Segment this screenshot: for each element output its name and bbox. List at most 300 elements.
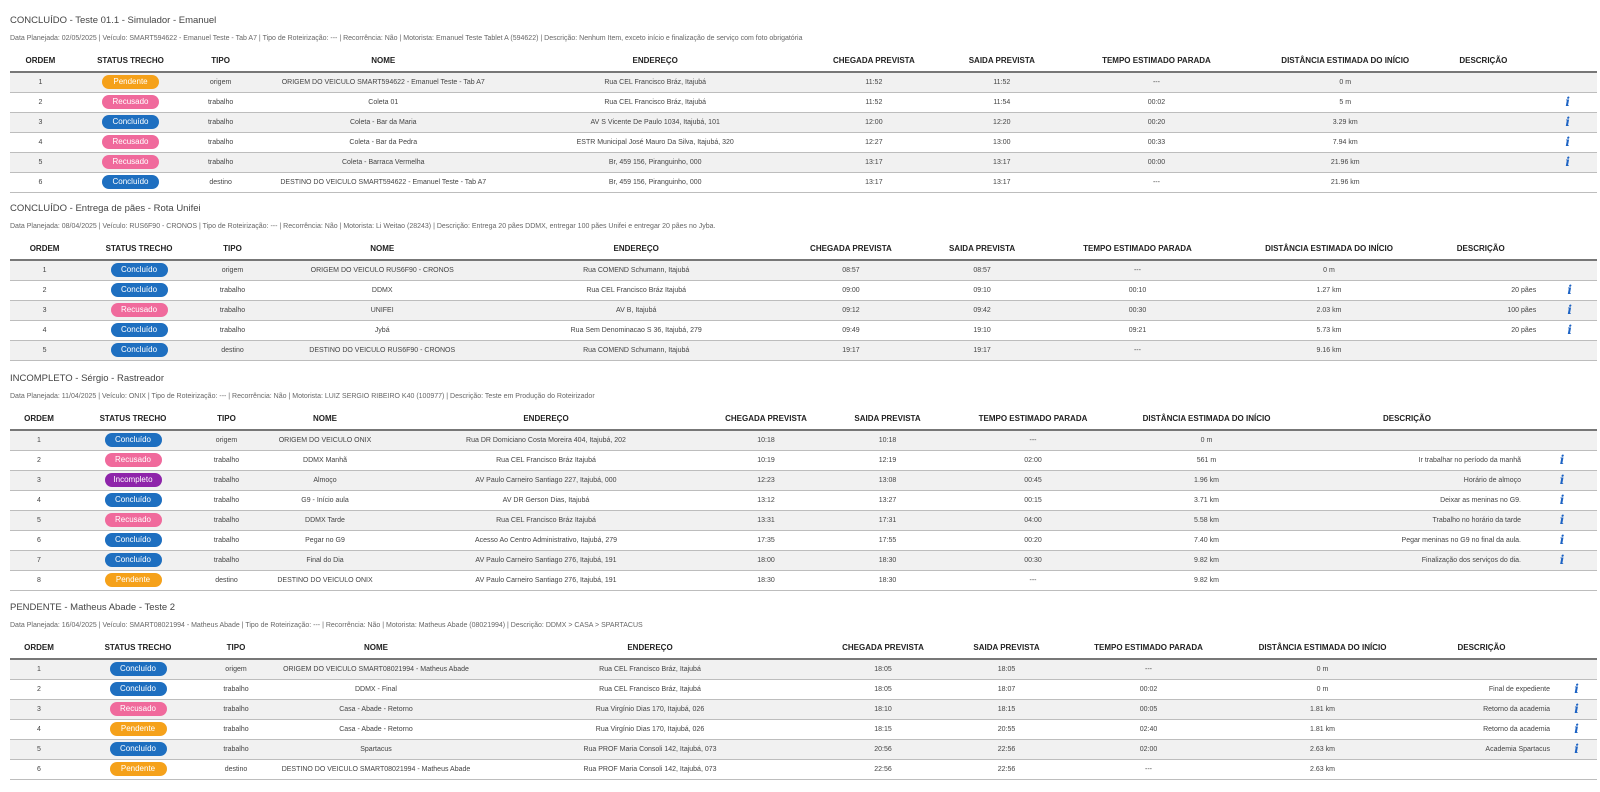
cell-status [79, 340, 199, 360]
route-section [10, 15, 1597, 193]
cell-tempo: 02:00 [1139, 745, 1158, 753]
table-row [10, 280, 1597, 300]
cell-ordem: 2 [38, 98, 43, 106]
cell-chegada: 09:49 [842, 326, 860, 334]
cell-distancia: 3.71 km [1194, 496, 1219, 504]
cell-ordem: 4 [37, 496, 41, 504]
cell-tipo: origem [215, 436, 238, 444]
cell-status [68, 470, 198, 490]
route-section [10, 203, 1597, 361]
cell-nome: ORIGEM DO VEICULO RUS6F90 - CRONOS [310, 266, 454, 274]
header-distancia: DISTÂNCIA ESTIMADA DO INÍCIO [1142, 414, 1271, 423]
cell-status [71, 112, 190, 132]
cell-descricao: 20 pães [1511, 326, 1537, 334]
cell-tempo: 00:20 [1147, 118, 1166, 126]
status-badge: Concluído [105, 433, 162, 447]
cell-info [1542, 340, 1597, 360]
cell-tempo: 02:40 [1139, 725, 1158, 733]
cell-saida: 09:10 [973, 286, 991, 294]
table-header-row [10, 637, 1597, 659]
cell-saida: 13:00 [993, 138, 1011, 146]
info-icon[interactable]: i [1559, 453, 1565, 467]
cell-nome: G9 - Início aula [301, 496, 349, 504]
cell-descricao: 20 pães [1511, 286, 1537, 294]
info-icon[interactable]: i [1574, 682, 1579, 696]
cell-status [68, 550, 198, 570]
cell-info [1538, 152, 1597, 172]
info-icon[interactable]: i [1567, 323, 1572, 337]
cell-nome: DDMX - Final [354, 685, 397, 693]
table-row [10, 570, 1597, 590]
cell-descricao [1407, 659, 1556, 679]
cell-tipo: trabalho [207, 98, 234, 106]
header-nome: NOME [370, 244, 395, 253]
route-section [10, 602, 1597, 780]
info-icon[interactable]: i [1565, 95, 1570, 109]
cell-info [1556, 659, 1597, 679]
cell-distancia: 0 m [1200, 436, 1213, 444]
cell-status [68, 530, 198, 550]
cell-chegada: 18:00 [757, 556, 775, 564]
cell-tipo: trabalho [207, 118, 234, 126]
cell-endereco: Rua COMEND Schumann, Itajubá [583, 266, 690, 274]
cell-ordem: 6 [37, 536, 41, 544]
route-title: CONCLUÍDO - Entrega de pães - Rota Unifei [10, 203, 201, 214]
cell-endereco: Rua CEL Francisco Bráz, Itajubá [604, 78, 707, 86]
cell-endereco: Rua CEL Francisco Bráz Itajubá [586, 286, 687, 294]
cell-saida: 20:55 [997, 725, 1016, 733]
cell-endereco: Rua CEL Francisco Bráz Itajubá [496, 456, 596, 464]
header-saida: SAIDA PREVISTA [968, 56, 1035, 65]
status-badge: Concluído [110, 662, 167, 676]
info-icon[interactable]: i [1565, 115, 1570, 129]
cell-tempo: 00:15 [1024, 496, 1042, 504]
cell-distancia: 0 m [1339, 78, 1352, 86]
cell-saida: 12:20 [993, 118, 1011, 126]
header-descricao: DESCRIÇÃO [1459, 56, 1508, 65]
cell-saida: 13:17 [993, 158, 1011, 166]
cell-info [1538, 92, 1597, 112]
cell-tipo: trabalho [223, 705, 249, 713]
cell-chegada: 10:19 [757, 456, 775, 464]
table-row [10, 112, 1597, 132]
info-icon[interactable]: i [1574, 742, 1579, 756]
cell-nome: DESTINO DO VEICULO SMART594622 - Emanuel Teste - Tab A7 [280, 178, 487, 186]
route-title: PENDENTE - Matheus Abade - Teste 2 [10, 602, 176, 613]
cell-saida: 17:55 [878, 536, 897, 544]
cell-saida: 18:30 [878, 576, 897, 584]
header-descricao: DESCRIÇÃO [1456, 244, 1505, 253]
cell-nome: ORIGEM DO VEICULO ONIX [278, 436, 372, 444]
header-chegada: CHEGADA PREVISTA [832, 56, 915, 65]
cell-tempo: 00:10 [1128, 286, 1147, 294]
table-row [10, 340, 1597, 360]
cell-status [71, 152, 190, 172]
cell-endereco: AV Paulo Carneiro Santiago 276, Itajubá, 191 [475, 556, 617, 564]
cell-tipo: destino [224, 765, 248, 773]
cell-saida: 13:27 [878, 496, 897, 504]
cell-saida: 22:56 [997, 765, 1016, 773]
cell-ordem: 6 [37, 765, 41, 773]
cell-descricao [1428, 132, 1538, 152]
route-table [10, 408, 1597, 591]
cell-saida: 08:57 [973, 266, 991, 274]
cell-tipo: trabalho [223, 685, 249, 693]
cell-info [1538, 112, 1597, 132]
info-icon[interactable]: i [1559, 553, 1565, 567]
cell-distancia: 9.82 km [1194, 556, 1219, 564]
cell-nome: Jybá [374, 326, 390, 334]
route-table [10, 50, 1597, 193]
cell-status [68, 430, 198, 450]
cell-ordem: 1 [37, 665, 41, 673]
cell-tipo: destino [221, 346, 244, 354]
cell-tempo: --- [1145, 665, 1152, 673]
cell-endereco: Rua CEL Francisco Bráz, Itajubá [599, 685, 701, 693]
cell-tempo: --- [1133, 346, 1141, 354]
status-badge: Recusado [102, 135, 159, 149]
header-saida: SAIDA PREVISTA [948, 244, 1016, 253]
cell-status [68, 659, 208, 679]
status-badge: Concluído [110, 682, 167, 696]
cell-chegada: 08:57 [842, 266, 860, 274]
cell-tempo: --- [1152, 78, 1160, 86]
cell-descricao [1428, 72, 1538, 92]
cell-nome: Coleta - Bar da Maria [349, 118, 417, 126]
cell-info [1538, 132, 1597, 152]
cell-info [1527, 450, 1597, 470]
table-row [10, 679, 1597, 699]
info-icon[interactable]: i [1565, 155, 1570, 169]
cell-saida: 18:05 [997, 665, 1016, 673]
cell-status [79, 260, 199, 280]
table-row [10, 470, 1597, 490]
cell-descricao [1419, 260, 1542, 280]
route-meta: Data Planejada: 08/04/2025 | Veículo: RUS6F90 - CRONOS | Tipo de Roteirização: --- | Recorrência: Não | Motorista: Li Weitao (28243) | Descrição: Entrega 20 pães DDMX, entregar 100 pães Unifei e entregar 20 pães no Jyba. [10, 223, 716, 230]
cell-descricao: 100 pães [1507, 306, 1537, 314]
cell-chegada: 13:17 [865, 178, 883, 186]
cell-nome: Pegar no G9 [305, 536, 345, 544]
cell-chegada: 11:52 [865, 98, 883, 106]
cell-tipo: trabalho [213, 456, 240, 464]
cell-status [79, 300, 199, 320]
header-endereco: ENDEREÇO [613, 244, 659, 253]
cell-status [68, 490, 198, 510]
cell-tempo: 00:00 [1147, 158, 1166, 166]
cell-endereco: Acesso Ao Centro Administrativo, Itajubá, 279 [474, 536, 618, 544]
status-badge: Recusado [105, 513, 162, 527]
info-icon[interactable]: i [1567, 303, 1572, 317]
cell-endereco: Rua PROF Maria Consoli 142, Itajubá, 073 [583, 745, 717, 753]
cell-status [71, 92, 190, 112]
cell-nome: Coleta 01 [368, 98, 399, 106]
cell-ordem: 5 [37, 745, 41, 753]
cell-descricao [1287, 430, 1527, 450]
cell-distancia: 9.16 km [1316, 346, 1342, 354]
cell-chegada: 09:12 [842, 306, 860, 314]
table-row [10, 659, 1597, 679]
cell-distancia: 5.73 km [1316, 326, 1342, 334]
cell-chegada: 18:30 [757, 576, 775, 584]
cell-descricao: Trabalho no horário da tarde [1432, 516, 1521, 524]
table-row [10, 719, 1597, 739]
info-icon[interactable]: i [1559, 493, 1565, 507]
header-tempo: TEMPO ESTIMADO PARADA [1083, 244, 1192, 253]
status-badge: Incompleto [105, 473, 162, 487]
cell-distancia: 0 m [1323, 266, 1335, 274]
cell-info [1527, 470, 1597, 490]
cell-info [1527, 510, 1597, 530]
cell-info [1542, 260, 1597, 280]
cell-descricao: Finalização dos serviços do dia. [1421, 556, 1521, 564]
status-badge: Pendente [105, 573, 162, 587]
header-tipo: TIPO [211, 56, 230, 65]
table-row [10, 699, 1597, 719]
status-badge: Concluído [111, 343, 168, 357]
status-badge: Pendente [110, 722, 167, 736]
table-row [10, 172, 1597, 192]
route-title: INCOMPLETO - Sérgio - Rastreador [10, 373, 164, 384]
route-meta: Data Planejada: 16/04/2025 | Veículo: SMART08021994 - Matheus Abade | Tipo de Roteirização: --- | Recorrência: Não | Motorista: Matheus Abade (08021994) | Descrição: DDMX > CASA > SPARTACUS [10, 622, 643, 629]
header-info [1538, 50, 1597, 72]
cell-tempo: 00:30 [1024, 556, 1042, 564]
header-endereco: ENDEREÇO [523, 414, 569, 423]
cell-ordem: 4 [42, 326, 47, 334]
cell-distancia: 2.63 km [1310, 765, 1335, 773]
info-icon[interactable]: i [1574, 702, 1579, 716]
header-tempo: TEMPO ESTIMADO PARADA [978, 414, 1088, 423]
header-distancia: DISTÂNCIA ESTIMADA DO INÍCIO [1281, 56, 1410, 65]
header-distancia: DISTÂNCIA ESTIMADA DO INÍCIO [1265, 244, 1393, 253]
cell-endereco: ESTR Municipal José Mauro Da Silva, Itajubá, 320 [576, 138, 734, 146]
table-row [10, 530, 1597, 550]
cell-nome: Almoço [313, 476, 337, 484]
cell-tempo: 00:45 [1024, 476, 1042, 484]
cell-chegada: 17:35 [757, 536, 775, 544]
table-row [10, 430, 1597, 450]
cell-info [1538, 172, 1597, 192]
cell-endereco: Rua COMEND Schumann, Itajubá [583, 346, 690, 354]
cell-saida: 13:08 [878, 476, 897, 484]
header-nome: NOME [313, 414, 337, 423]
status-badge: Pendente [102, 75, 159, 89]
cell-saida: 18:07 [997, 685, 1016, 693]
table-row [10, 450, 1597, 470]
cell-distancia: 561 m [1196, 456, 1217, 464]
cell-tipo: trabalho [219, 286, 246, 294]
table-row [10, 72, 1597, 92]
cell-distancia: 9.82 km [1194, 576, 1219, 584]
header-chegada: CHEGADA PREVISTA [842, 643, 924, 652]
status-badge: Recusado [102, 95, 159, 109]
header-ordem: ORDEM [25, 56, 56, 65]
cell-tipo: trabalho [213, 496, 240, 504]
cell-info [1527, 550, 1597, 570]
header-status: STATUS TRECHO [99, 414, 167, 423]
cell-endereco: AV DR Gerson Dias, Itajubá [502, 496, 590, 504]
cell-descricao [1428, 112, 1538, 132]
cell-status [71, 132, 190, 152]
info-icon[interactable]: i [1565, 135, 1570, 149]
table-row [10, 550, 1597, 570]
status-badge: Recusado [105, 453, 162, 467]
cell-chegada: 09:00 [842, 286, 860, 294]
cell-saida: 09:42 [973, 306, 991, 314]
table-row [10, 510, 1597, 530]
cell-chegada: 18:05 [874, 685, 892, 693]
table-row [10, 132, 1597, 152]
cell-descricao [1428, 172, 1538, 192]
cell-descricao [1428, 92, 1538, 112]
cell-ordem: 3 [42, 306, 47, 314]
cell-nome: DDMX Tarde [305, 516, 345, 524]
cell-endereco: Rua Virgínio Dias 170, Itajubá, 026 [595, 725, 705, 733]
cell-info [1542, 320, 1597, 340]
cell-chegada: 12:00 [865, 118, 883, 126]
info-icon[interactable]: i [1559, 473, 1565, 487]
cell-descricao [1419, 340, 1542, 360]
cell-info [1556, 679, 1597, 699]
route-table [10, 238, 1597, 361]
cell-endereco: AV B, Itajubá [616, 306, 657, 314]
header-nome: NOME [371, 56, 396, 65]
table-header-row [10, 50, 1597, 72]
info-icon[interactable]: i [1567, 283, 1572, 297]
cell-chegada: 18:10 [874, 705, 892, 713]
cell-distancia: 0 m [1316, 665, 1329, 673]
cell-ordem: 3 [37, 476, 41, 484]
cell-tempo: --- [1029, 436, 1037, 444]
cell-descricao [1428, 152, 1538, 172]
cell-info [1527, 430, 1597, 450]
cell-chegada: 13:31 [757, 516, 775, 524]
header-saida: SAIDA PREVISTA [854, 414, 921, 423]
cell-status [68, 570, 198, 590]
cell-endereco: Rua Sem Denominacao S 36, Itajubá, 279 [570, 326, 702, 334]
table-row [10, 152, 1597, 172]
status-badge: Concluído [111, 323, 168, 337]
cell-tempo: --- [1133, 266, 1141, 274]
cell-tipo: trabalho [207, 158, 234, 166]
header-tipo: TIPO [223, 244, 242, 253]
table-row [10, 300, 1597, 320]
cell-ordem: 2 [37, 685, 41, 693]
cell-tipo: destino [215, 576, 238, 584]
status-badge: Concluído [111, 283, 168, 297]
cell-tempo: --- [1152, 178, 1160, 186]
cell-info [1538, 72, 1597, 92]
cell-distancia: 7.94 km [1332, 138, 1358, 146]
header-ordem: ORDEM [24, 414, 54, 423]
cell-distancia: 7.40 km [1194, 536, 1219, 544]
cell-endereco: AV Paulo Carneiro Santiago 227, Itajubá, 000 [475, 476, 617, 484]
cell-saida: 12:19 [878, 456, 897, 464]
cell-nome: UNIFEI [370, 306, 394, 314]
cell-status [68, 679, 208, 699]
header-chegada: CHEGADA PREVISTA [810, 244, 892, 253]
cell-distancia: 1.81 km [1310, 725, 1335, 733]
cell-endereco: Rua CEL Francisco Bráz, Itajubá [604, 98, 707, 106]
cell-distancia: 21.96 km [1330, 158, 1360, 166]
cell-ordem: 3 [37, 705, 41, 713]
cell-tipo: trabalho [223, 745, 249, 753]
cell-info [1542, 300, 1597, 320]
cell-info [1527, 490, 1597, 510]
cell-descricao: Retorno da academia [1483, 725, 1550, 733]
header-nome: NOME [364, 643, 388, 652]
cell-tempo: 00:02 [1147, 98, 1166, 106]
status-badge: Concluído [105, 553, 162, 567]
cell-chegada: 13:12 [757, 496, 775, 504]
header-status: STATUS TRECHO [105, 244, 173, 253]
cell-endereco: AV S Vicente De Paulo 1034, Itajubá, 101 [590, 118, 720, 126]
cell-distancia: 1.96 km [1194, 476, 1219, 484]
cell-ordem: 8 [37, 576, 41, 584]
cell-endereco: AV Paulo Carneiro Santiago 276, Itajubá, 191 [475, 576, 617, 584]
cell-status [68, 510, 198, 530]
cell-descricao [1407, 759, 1556, 779]
cell-distancia: 5 m [1339, 98, 1352, 106]
header-descricao: DESCRIÇÃO [1382, 414, 1431, 423]
cell-nome: DESTINO DO VEICULO SMART08021994 - Matheus Abade [281, 765, 471, 773]
cell-info [1556, 699, 1597, 719]
cell-descricao [1287, 570, 1527, 590]
cell-tempo: --- [1029, 576, 1037, 584]
cell-status [68, 719, 208, 739]
cell-status [79, 320, 199, 340]
cell-status [71, 72, 190, 92]
cell-ordem: 6 [38, 178, 43, 186]
header-info [1527, 408, 1597, 430]
cell-chegada: 18:15 [874, 725, 892, 733]
header-status: STATUS TRECHO [97, 56, 164, 65]
cell-descricao: Academia Spartacus [1485, 745, 1550, 753]
cell-ordem: 4 [38, 138, 43, 146]
cell-info [1556, 739, 1597, 759]
header-info [1542, 238, 1597, 260]
info-icon[interactable]: i [1559, 533, 1565, 547]
status-badge: Recusado [110, 702, 167, 716]
cell-chegada: 11:52 [865, 78, 883, 86]
cell-saida: 17:31 [878, 516, 897, 524]
info-icon[interactable]: i [1574, 722, 1579, 736]
info-icon[interactable]: i [1559, 513, 1565, 527]
cell-nome: DDMX [371, 286, 393, 294]
cell-nome: Coleta - Bar da Pedra [349, 138, 418, 146]
cell-endereco: Rua DR Domiciano Costa Moreira 404, Itajubá, 202 [466, 436, 626, 444]
status-badge: Pendente [110, 762, 167, 776]
cell-chegada: 12:27 [865, 138, 883, 146]
header-saida: SAIDA PREVISTA [973, 643, 1040, 652]
cell-status [68, 759, 208, 779]
status-badge: Recusado [102, 155, 159, 169]
header-descricao: DESCRIÇÃO [1457, 643, 1506, 652]
table-header-row [10, 238, 1597, 260]
cell-tipo: trabalho [219, 326, 246, 334]
cell-ordem: 2 [42, 286, 47, 294]
cell-distancia: 21.96 km [1330, 178, 1360, 186]
cell-nome: DESTINO DO VEICULO ONIX [277, 576, 373, 584]
cell-nome: Casa - Abade - Retorno [339, 725, 413, 733]
table-row [10, 92, 1597, 112]
cell-saida: 18:30 [878, 556, 897, 564]
cell-status [71, 172, 190, 192]
status-badge: Recusado [111, 303, 168, 317]
header-endereco: ENDEREÇO [627, 643, 673, 652]
status-badge: Concluído [111, 263, 168, 277]
cell-nome: Final do Dia [306, 556, 344, 564]
table-row [10, 490, 1597, 510]
